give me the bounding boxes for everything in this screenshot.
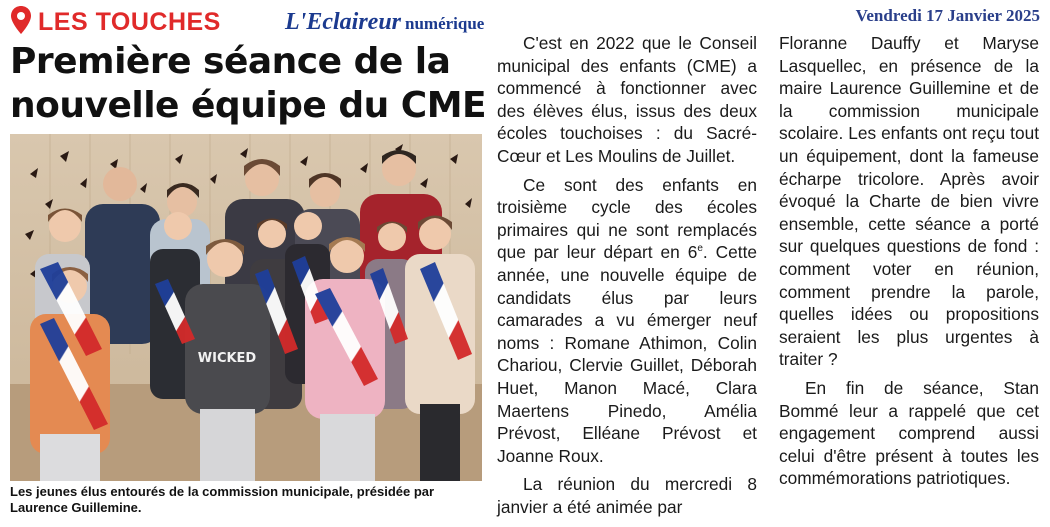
- paragraph: Floranne Dauffy et Maryse Lasquellec, en présence de la maire Laurence Guillemine et de la commission municipale scolaire. Les enfants ont reçu tout un équipement, dont la fameuse écharpe tricolore. Après avoir évoqué la Charte de bien vivre ensemble, cette séance a porté sur quelques questions de fond : comment voter en réunion, comment prendre la parole, quelles idées ou propositions seraient les plus urgentes à traiter ?: [779, 33, 1039, 370]
- paragraph: La réunion du mercredi 8 janvier a été animée par: [497, 474, 757, 517]
- article-column-1: [497, 32, 757, 524]
- article-column-2: [779, 32, 1039, 496]
- publication-date: Vendredi 17 Janvier 2025: [855, 6, 1040, 25]
- logo-brand: L'Eclaireur: [285, 9, 402, 35]
- jersey-text: WICKED: [197, 351, 257, 366]
- paragraph: Ce sont des enfants en troisième cycle des écoles primaires qui ne sont remplacés que par leur départ en 6e. Cette année, une nouvelle équipe de candidats élus par leurs camarades a vu émerger neuf noms : Romane Athimon, Colin Chariou, Clervie Guillet, Déborah Huet, Manon Macé, Clara Maertens Pinedo, Amélia Prévost, Elléane Prévost et Joanne Roux.: [497, 174, 757, 466]
- group-photo: [10, 134, 482, 481]
- paragraph: C'est en 2022 que le Conseil municipal des enfants (CME) a commencé à fonctionner avec des élèves élus, issus des deux écoles touchoises : du Sacré-Cœur et Les Moulins de Juillet.: [497, 33, 757, 166]
- newspaper-logo: [285, 9, 484, 36]
- section-title: LES TOUCHES: [38, 8, 221, 36]
- logo-subtitle: numérique: [405, 14, 485, 33]
- group-photo-illustration: [10, 134, 482, 481]
- paragraph: En fin de séance, Stan Bommé leur a rappelé que cet engagement comprend aussi celui d'être présent à toutes les commémorations patriotiques.: [779, 377, 1039, 489]
- article-headline: Première séance de la nouvelle équipe du CME: [10, 41, 487, 126]
- map-pin-icon: [10, 5, 32, 35]
- photo-caption: Les jeunes élus entourés de la commission municipale, présidée par Laurence Guillemine.: [10, 484, 435, 515]
